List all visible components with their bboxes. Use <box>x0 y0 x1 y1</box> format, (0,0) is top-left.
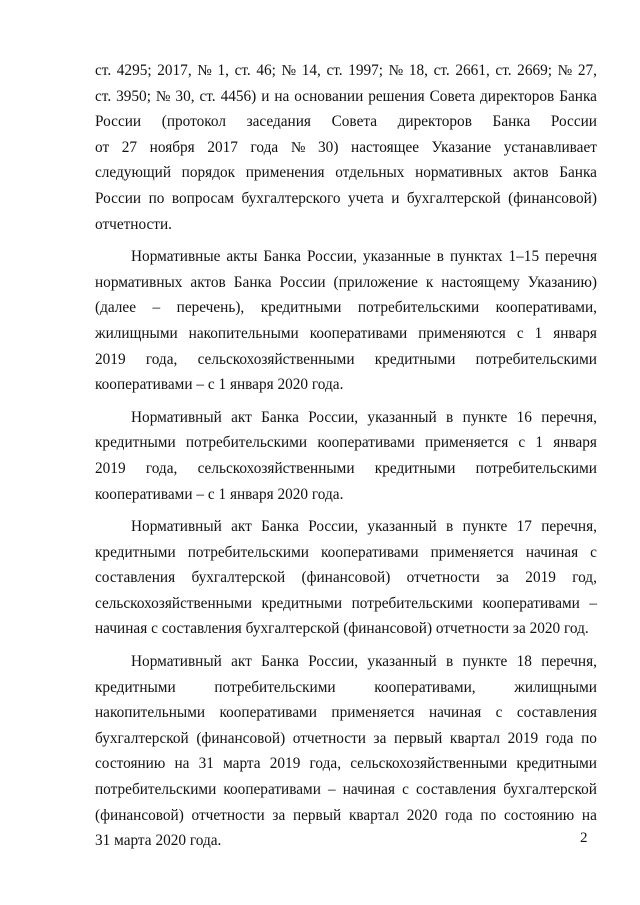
word: состоянию <box>95 755 166 773</box>
word: России <box>95 113 142 131</box>
text-line <box>95 295 597 321</box>
word: 4295; <box>116 62 152 79</box>
word: 3950; <box>116 87 151 105</box>
word: потребительскими <box>187 543 309 561</box>
word: акты <box>226 248 258 266</box>
word: перечня <box>545 248 597 266</box>
word: бухгалтерского <box>241 189 341 207</box>
text-line <box>95 482 597 508</box>
word: (финансовой) <box>343 620 436 638</box>
word: перечня, <box>541 653 597 671</box>
word: отчетности <box>406 569 480 587</box>
word: в <box>446 408 454 426</box>
word: потребительскими <box>95 781 217 799</box>
text-line <box>95 430 597 456</box>
word: Нормативный <box>131 408 222 426</box>
word: применяется <box>425 434 509 452</box>
word: акт <box>231 653 252 671</box>
word: кредитными <box>95 678 176 696</box>
word: решения <box>368 87 425 105</box>
word: в <box>446 653 454 671</box>
word: составления <box>161 620 246 638</box>
word: бухгалтерской <box>95 729 189 747</box>
word: отчетности. <box>95 215 172 233</box>
word: пункте <box>462 653 508 671</box>
word: 2020 <box>155 832 190 850</box>
word: ст. <box>326 62 343 79</box>
word: потребительскими <box>214 678 336 696</box>
word: 1–15 <box>508 248 540 266</box>
word: с <box>495 704 503 722</box>
word: 2020 <box>406 806 438 824</box>
word: кооперативами, <box>495 299 597 317</box>
word: кредитными <box>260 299 342 317</box>
word: год. <box>564 620 589 638</box>
word: России <box>279 273 326 291</box>
text-line <box>95 372 597 398</box>
word: начиная <box>342 781 396 799</box>
word: накопительными <box>95 704 206 722</box>
word: за <box>512 620 530 638</box>
word: 2019 <box>95 459 126 477</box>
word: по <box>148 189 165 207</box>
word: ст. <box>95 62 112 79</box>
word: ноября <box>149 138 195 156</box>
word: – <box>196 485 208 503</box>
word: жилищными <box>95 324 178 342</box>
page-number: 2 <box>580 830 588 846</box>
word: Банка <box>559 164 597 182</box>
word: перечень), <box>176 299 245 317</box>
word: 27 <box>121 138 138 156</box>
word: потребительскими <box>185 434 308 452</box>
word: года <box>545 729 574 747</box>
word: 1 <box>535 434 544 452</box>
word: Банка <box>233 273 272 291</box>
word: 2017 <box>207 138 238 156</box>
word: 16 <box>516 408 532 426</box>
word: кредитными <box>374 459 456 477</box>
word: (приложение <box>333 273 418 291</box>
text-line <box>95 84 597 110</box>
word: вопросам <box>171 189 234 207</box>
word: кредитными <box>516 755 597 773</box>
word: кооперативами <box>321 543 419 561</box>
word: 17 <box>516 518 532 536</box>
word: (далее <box>95 299 137 317</box>
word: состоянию <box>503 806 575 824</box>
word: акт <box>231 408 252 426</box>
text-line <box>95 591 597 617</box>
word: (финансовой) <box>508 189 597 207</box>
word: актов <box>513 164 549 182</box>
word: № <box>388 62 404 79</box>
word: Банка <box>559 87 597 105</box>
word: за <box>496 569 509 587</box>
word: сельскохозяйственными <box>197 459 355 477</box>
word: 2020 <box>277 376 312 394</box>
word: за <box>373 729 387 747</box>
word: Совета <box>331 113 378 131</box>
word: квартал <box>449 729 501 747</box>
word: с <box>207 485 219 503</box>
word: 46; <box>256 62 276 79</box>
word: Нормативный <box>131 653 222 671</box>
word: по <box>480 806 497 824</box>
word: бухгалтерской <box>503 781 597 799</box>
word: – <box>196 376 208 394</box>
word: на <box>581 806 597 824</box>
word: основании <box>294 87 364 105</box>
text-line <box>95 321 597 347</box>
text-line <box>95 135 597 161</box>
word: кредитными <box>95 434 176 452</box>
word: января <box>553 434 597 452</box>
word: Банка <box>261 408 299 426</box>
word: начиная <box>428 704 482 722</box>
word: и <box>261 87 270 105</box>
word: 2020 <box>529 620 564 638</box>
word: сельскохозяйственными <box>350 755 508 773</box>
word: в <box>436 248 445 266</box>
text-line <box>95 751 597 777</box>
word: с <box>518 434 526 452</box>
word: пункте <box>462 408 508 426</box>
word: 31 <box>198 755 214 773</box>
word: ст. <box>433 62 450 79</box>
word: учета <box>348 189 384 207</box>
word: России <box>95 189 142 207</box>
word: 2019 <box>525 569 556 587</box>
text-line <box>95 186 597 212</box>
word: 1 <box>218 485 230 503</box>
word: сельскохозяйственными <box>95 594 252 612</box>
word: жилищными <box>514 678 597 696</box>
word: 2019 <box>269 755 301 773</box>
text-line <box>95 270 597 296</box>
word: акт <box>231 518 252 536</box>
word: года. <box>189 832 222 850</box>
word: ст. <box>95 87 112 105</box>
word: 4456) <box>220 87 257 105</box>
word: кооперативами, <box>374 678 476 696</box>
word: Совета <box>429 87 476 105</box>
word: по <box>581 729 597 747</box>
text-line <box>95 675 597 701</box>
word: России <box>550 113 597 131</box>
word: 18 <box>516 653 532 671</box>
text-line <box>95 726 597 752</box>
text-line <box>95 803 597 829</box>
word: применения <box>245 164 325 182</box>
word: года. <box>311 485 344 503</box>
word: 2019 <box>95 350 126 368</box>
word: № <box>557 62 573 79</box>
word: 1997; <box>348 62 384 79</box>
word: с <box>207 376 219 394</box>
word: кредитными <box>95 543 176 561</box>
word: кооперативами <box>482 594 580 612</box>
word: директоров <box>479 87 555 105</box>
word: отчетности <box>435 620 513 638</box>
word: года, <box>145 459 178 477</box>
word: ст. <box>199 87 216 105</box>
word: Банка <box>261 653 299 671</box>
word: начиная <box>95 620 152 638</box>
word: настоящее <box>351 138 420 156</box>
word: нормативных <box>415 164 503 182</box>
word: указанный <box>367 653 437 671</box>
word: бухгалтерской <box>245 620 344 638</box>
word: перечня, <box>541 408 597 426</box>
text-line <box>95 700 597 726</box>
word: года, <box>145 350 178 368</box>
word: следующий <box>95 164 172 182</box>
word: кредитными <box>261 594 343 612</box>
word: кооперативами <box>309 324 408 342</box>
word: на <box>174 755 190 773</box>
word: указанные <box>362 248 431 266</box>
word: (финансовой) <box>196 729 286 747</box>
word: устанавливает <box>503 138 597 156</box>
text-line <box>95 540 597 566</box>
word: сельскохозяйственными <box>197 350 355 368</box>
paragraph-intro-continuation <box>95 58 597 237</box>
word: марта <box>223 755 261 773</box>
text-line <box>95 109 597 135</box>
word: России, <box>308 653 359 671</box>
word: Указание <box>431 138 492 156</box>
word: января <box>229 376 278 394</box>
word: кооперативами <box>317 434 415 452</box>
word: 27, <box>577 62 597 79</box>
word: 2661, <box>455 62 490 79</box>
word: 2019 <box>507 729 539 747</box>
word: кооперативами <box>95 376 197 394</box>
word: кооперативами <box>95 485 197 503</box>
word: Банка <box>492 113 531 131</box>
word: перечня, <box>541 518 597 536</box>
word: Банка <box>261 518 299 536</box>
word: марта <box>114 832 156 850</box>
text-line <box>95 347 597 373</box>
word: кредитными <box>374 350 456 368</box>
word: начиная <box>525 543 579 561</box>
word: с <box>151 620 162 638</box>
word: ст. <box>495 62 512 79</box>
word: от <box>95 138 110 156</box>
word: с <box>590 543 597 561</box>
word: настоящему <box>441 273 520 291</box>
text-line <box>95 212 597 238</box>
word: 1 <box>534 324 543 342</box>
word: января <box>229 485 278 503</box>
word: (финансовой) <box>301 569 391 587</box>
word: № <box>155 87 171 105</box>
word: потребительскими <box>351 594 473 612</box>
word: указанный <box>367 518 437 536</box>
word: составления <box>416 781 497 799</box>
word: потребительскими <box>475 459 597 477</box>
word: год, <box>572 569 597 587</box>
word: применяется <box>331 704 415 722</box>
text-line <box>95 456 597 482</box>
document-body <box>95 58 597 861</box>
word: составления <box>95 569 176 587</box>
word: (финансовой) <box>95 806 184 824</box>
paragraph-act-16 <box>95 405 597 507</box>
word: 2017, <box>157 62 192 79</box>
word: отчетности <box>191 806 265 824</box>
word: года <box>250 138 279 156</box>
word: России, <box>308 518 359 536</box>
word: 30) <box>318 138 339 156</box>
word: – <box>152 299 161 317</box>
word: – <box>328 781 336 799</box>
word: ст. <box>234 62 251 79</box>
word: № <box>281 62 297 79</box>
word: января <box>553 324 597 342</box>
word: нормативных <box>95 273 183 291</box>
word: – <box>589 594 597 612</box>
word: России, <box>307 248 357 266</box>
word: 2020 <box>277 485 312 503</box>
word: указанный <box>367 408 437 426</box>
word: кооперативами <box>223 781 321 799</box>
word: и <box>391 189 400 207</box>
word: 1, <box>217 62 229 79</box>
word: потребительскими <box>357 299 480 317</box>
word: 31 <box>95 832 115 850</box>
word: пунктах <box>449 248 503 266</box>
word: потребительскими <box>475 350 597 368</box>
word: применяются <box>418 324 506 342</box>
text-line <box>95 777 597 803</box>
word: квартал <box>348 806 400 824</box>
word: отдельных <box>335 164 405 182</box>
word: накопительными <box>188 324 299 342</box>
word: Указанию) <box>527 273 597 291</box>
word: составления <box>516 704 597 722</box>
word: к <box>425 273 434 291</box>
word: 14, <box>301 62 321 79</box>
text-line <box>95 828 597 854</box>
word: первый <box>393 729 443 747</box>
word: за <box>272 806 286 824</box>
word: 30, <box>175 87 195 105</box>
text-line <box>95 565 597 591</box>
word: 18, <box>408 62 428 79</box>
text-line <box>95 160 597 186</box>
word: года, <box>309 755 342 773</box>
word: 2669; <box>517 62 553 79</box>
paragraph-acts-1-15 <box>95 244 597 398</box>
word: с <box>516 324 524 342</box>
word: Нормативные <box>131 248 221 266</box>
word: Банка <box>263 248 302 266</box>
text-line <box>95 616 597 642</box>
word: на <box>274 87 290 105</box>
text-line <box>95 58 597 84</box>
word: (протокол <box>161 113 226 131</box>
word: применяется <box>430 543 514 561</box>
text-line <box>95 649 597 675</box>
word: 1 <box>218 376 230 394</box>
word: отчетности <box>292 729 366 747</box>
word: директоров <box>397 113 472 131</box>
word: кооперативами <box>219 704 317 722</box>
word: № <box>290 138 306 156</box>
word: года. <box>311 376 344 394</box>
paragraph-act-18 <box>95 649 597 854</box>
text-line <box>95 514 597 540</box>
word: № <box>197 62 212 79</box>
text-line <box>95 405 597 431</box>
word: актов <box>190 273 226 291</box>
word: заседания <box>246 113 311 131</box>
word: Нормативный <box>131 518 222 536</box>
word: порядок <box>181 164 236 182</box>
word: пункте <box>462 518 508 536</box>
word: с <box>402 781 409 799</box>
word: года <box>445 806 473 824</box>
paragraph-act-17 <box>95 514 597 642</box>
word: в <box>446 518 454 536</box>
word: России, <box>308 408 359 426</box>
word: бухгалтерской <box>191 569 286 587</box>
word: бухгалтерской <box>406 189 501 207</box>
text-line <box>95 244 597 270</box>
word: первый <box>292 806 342 824</box>
